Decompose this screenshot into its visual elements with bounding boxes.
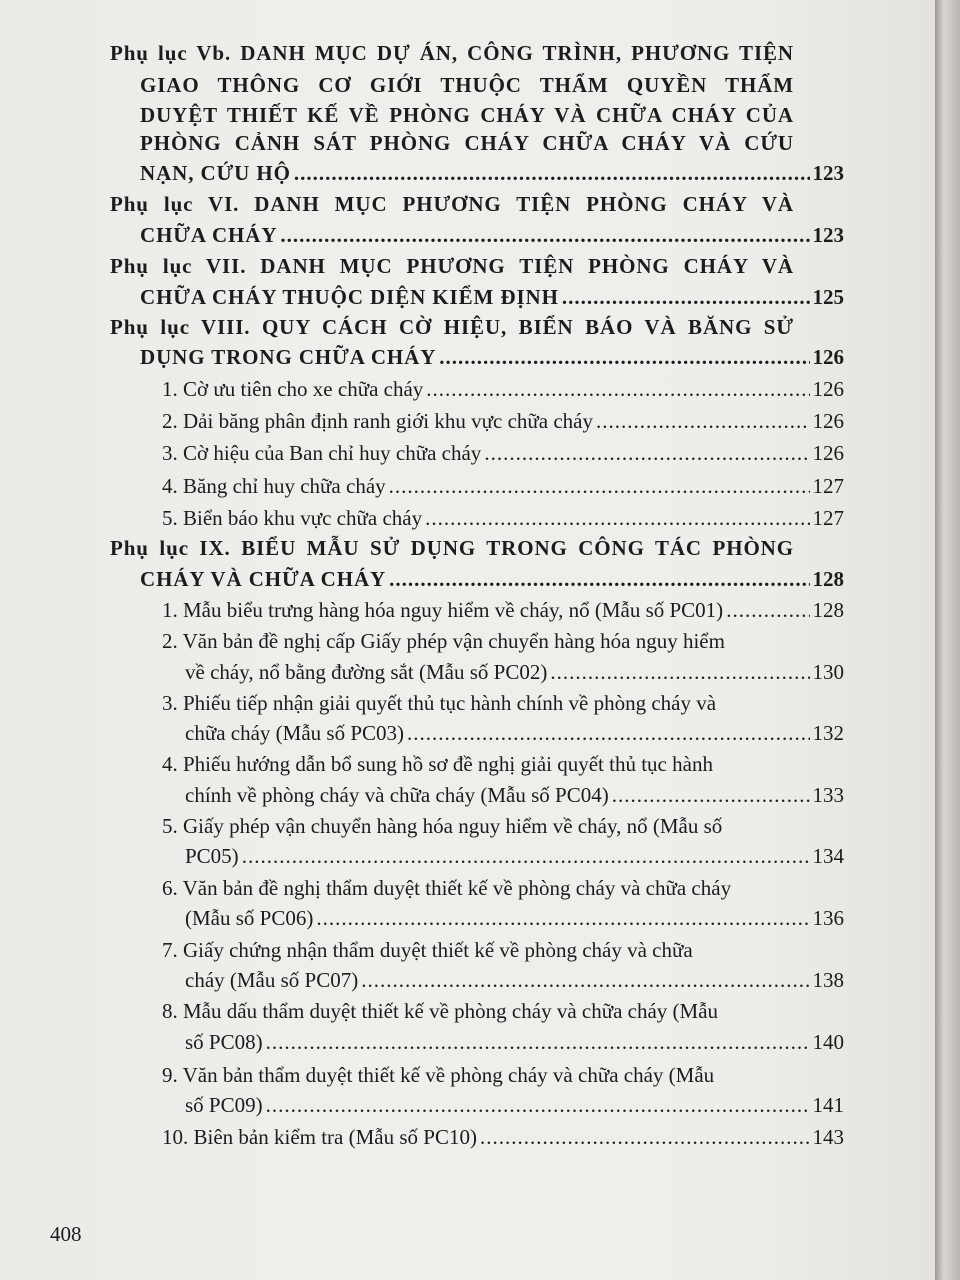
page-number: 132	[812, 721, 844, 745]
toc-viii-4-entry[interactable]: 4. Băng chỉ huy chữa cháy ..... 127	[162, 471, 844, 501]
toc-ix-1-entry[interactable]: 1. Mẫu biểu trưng hàng hóa nguy hiểm về cháy, nổ (Mẫu số PC01) ..... 128	[162, 595, 844, 625]
toc-ix-3-entry[interactable]: chữa cháy (Mẫu số PC03) ..... 132	[185, 718, 844, 748]
toc-ix-4-line-1: 4. Phiếu hướng dẫn bổ sung hồ sơ đề nghị giải quyết thủ tục hành	[162, 752, 713, 776]
page-number: 128	[812, 598, 844, 622]
toc-ix-3-line-1: 3. Phiếu tiếp nhận giải quyết thủ tục hành chính về phòng cháy và	[162, 691, 717, 715]
page-number: 130	[812, 660, 844, 684]
toc-ix-2-entry[interactable]: về cháy, nổ bằng đường sắt (Mẫu số PC02) ..... 130	[185, 657, 844, 687]
page-number-footer: 408	[50, 1222, 82, 1246]
toc-ix-7-entry[interactable]: cháy (Mẫu số PC07) ..... 138	[185, 965, 844, 995]
toc-ix-5-line-1: 5. Giấy phép vận chuyển hàng hóa nguy hiểm về cháy, nổ (Mẫu số	[162, 814, 723, 838]
toc-ix-2-line-1: 2. Văn bản đề nghị cấp Giấy phép vận chuyển hàng hóa nguy hiểm	[162, 629, 725, 653]
toc-viii-1-entry[interactable]: 1. Cờ ưu tiên cho xe chữa cháy ..... 126	[162, 374, 844, 404]
page-number: 143	[812, 1125, 844, 1149]
page-number: 126	[812, 441, 844, 465]
page-number: 125	[812, 285, 844, 309]
toc-ix-10-entry[interactable]: 10. Biên bản kiểm tra (Mẫu số PC10) ..... 143	[162, 1122, 844, 1152]
page-number: 128	[812, 567, 844, 591]
toc-vb-line-2: GIAO THÔNG CƠ GIỚI THUỘC THẨM QUYỀN THẨM	[140, 73, 794, 97]
page-number: 133	[812, 783, 844, 807]
toc-vb-entry[interactable]: NẠN, CỨU HỘ ..... 123	[140, 158, 844, 188]
toc-viii-entry[interactable]: DỤNG TRONG CHỮA CHÁY ..... 126	[140, 342, 844, 372]
page-number: 136	[812, 906, 844, 930]
toc-ix-6-line-1: 6. Văn bản đề nghị thẩm duyệt thiết kế về phòng cháy và chữa cháy	[162, 876, 732, 900]
toc-ix-5-entry[interactable]: PC05) ..... 134	[185, 841, 844, 871]
toc-vii-line-1: Phụ lục VII. DANH MỤC PHƯƠNG TIỆN PHÒNG CHÁY VÀ	[110, 254, 794, 278]
toc-vi-line-1: Phụ lục VI. DANH MỤC PHƯƠNG TIỆN PHÒNG CHÁY VÀ	[110, 192, 794, 216]
page-number: 127	[812, 506, 844, 530]
toc-ix-6-entry[interactable]: (Mẫu số PC06) ..... 136	[185, 903, 844, 933]
page-number: 138	[812, 968, 844, 992]
toc-vi-entry[interactable]: CHỮA CHÁY ..... 123	[140, 220, 844, 250]
toc-viii-2-entry[interactable]: 2. Dải băng phân định ranh giới khu vực chữa cháy ..... 126	[162, 406, 844, 436]
page-number: 123	[812, 223, 844, 247]
page-number: 134	[812, 844, 844, 868]
toc-vb-line-1: Phụ lục Vb. DANH MỤC DỰ ÁN, CÔNG TRÌNH, PHƯƠNG TIỆN	[110, 41, 794, 65]
toc-ix-8-entry[interactable]: số PC08) ..... 140	[185, 1027, 844, 1057]
toc-vb-line-3: DUYỆT THIẾT KẾ VỀ PHÒNG CHÁY VÀ CHỮA CHÁY CỦA	[140, 103, 794, 127]
page-number: 126	[812, 345, 844, 369]
toc-ix-4-entry[interactable]: chính về phòng cháy và chữa cháy (Mẫu số PC04) ..... 133	[185, 780, 844, 810]
page-number: 123	[812, 161, 844, 185]
toc-vii-entry[interactable]: CHỮA CHÁY THUỘC DIỆN KIỂM ĐỊNH ..... 125	[140, 282, 844, 312]
toc-viii-line-1: Phụ lục VIII. QUY CÁCH CỜ HIỆU, BIỂN BÁO VÀ BĂNG SỬ	[110, 315, 794, 339]
toc-viii-5-entry[interactable]: 5. Biển báo khu vực chữa cháy ..... 127	[162, 503, 844, 533]
toc-ix-9-line-1: 9. Văn bản thẩm duyệt thiết kế về phòng cháy và chữa cháy (Mẫu	[162, 1063, 715, 1087]
toc-ix-8-line-1: 8. Mẫu dấu thẩm duyệt thiết kế về phòng cháy và chữa cháy (Mẫu	[162, 999, 719, 1023]
page-number: 126	[812, 409, 844, 433]
toc-ix-entry[interactable]: CHÁY VÀ CHỮA CHÁY ..... 128	[140, 564, 844, 594]
page-number: 126	[812, 377, 844, 401]
book-spine-shadow	[935, 0, 960, 1280]
page-number: 127	[812, 474, 844, 498]
toc-vb-line-4: PHÒNG CẢNH SÁT PHÒNG CHÁY CHỮA CHÁY VÀ CỨU	[140, 131, 794, 155]
toc-viii-3-entry[interactable]: 3. Cờ hiệu của Ban chỉ huy chữa cháy ..... 126	[162, 438, 844, 468]
toc-ix-line-1: Phụ lục IX. BIỂU MẪU SỬ DỤNG TRONG CÔNG TÁC PHÒNG	[110, 536, 794, 560]
page-number: 141	[812, 1093, 844, 1117]
toc-ix-7-line-1: 7. Giấy chứng nhận thẩm duyệt thiết kế về phòng cháy và chữa	[162, 938, 693, 962]
page-number: 140	[812, 1030, 844, 1054]
toc-ix-9-entry[interactable]: số PC09) ..... 141	[185, 1090, 844, 1120]
